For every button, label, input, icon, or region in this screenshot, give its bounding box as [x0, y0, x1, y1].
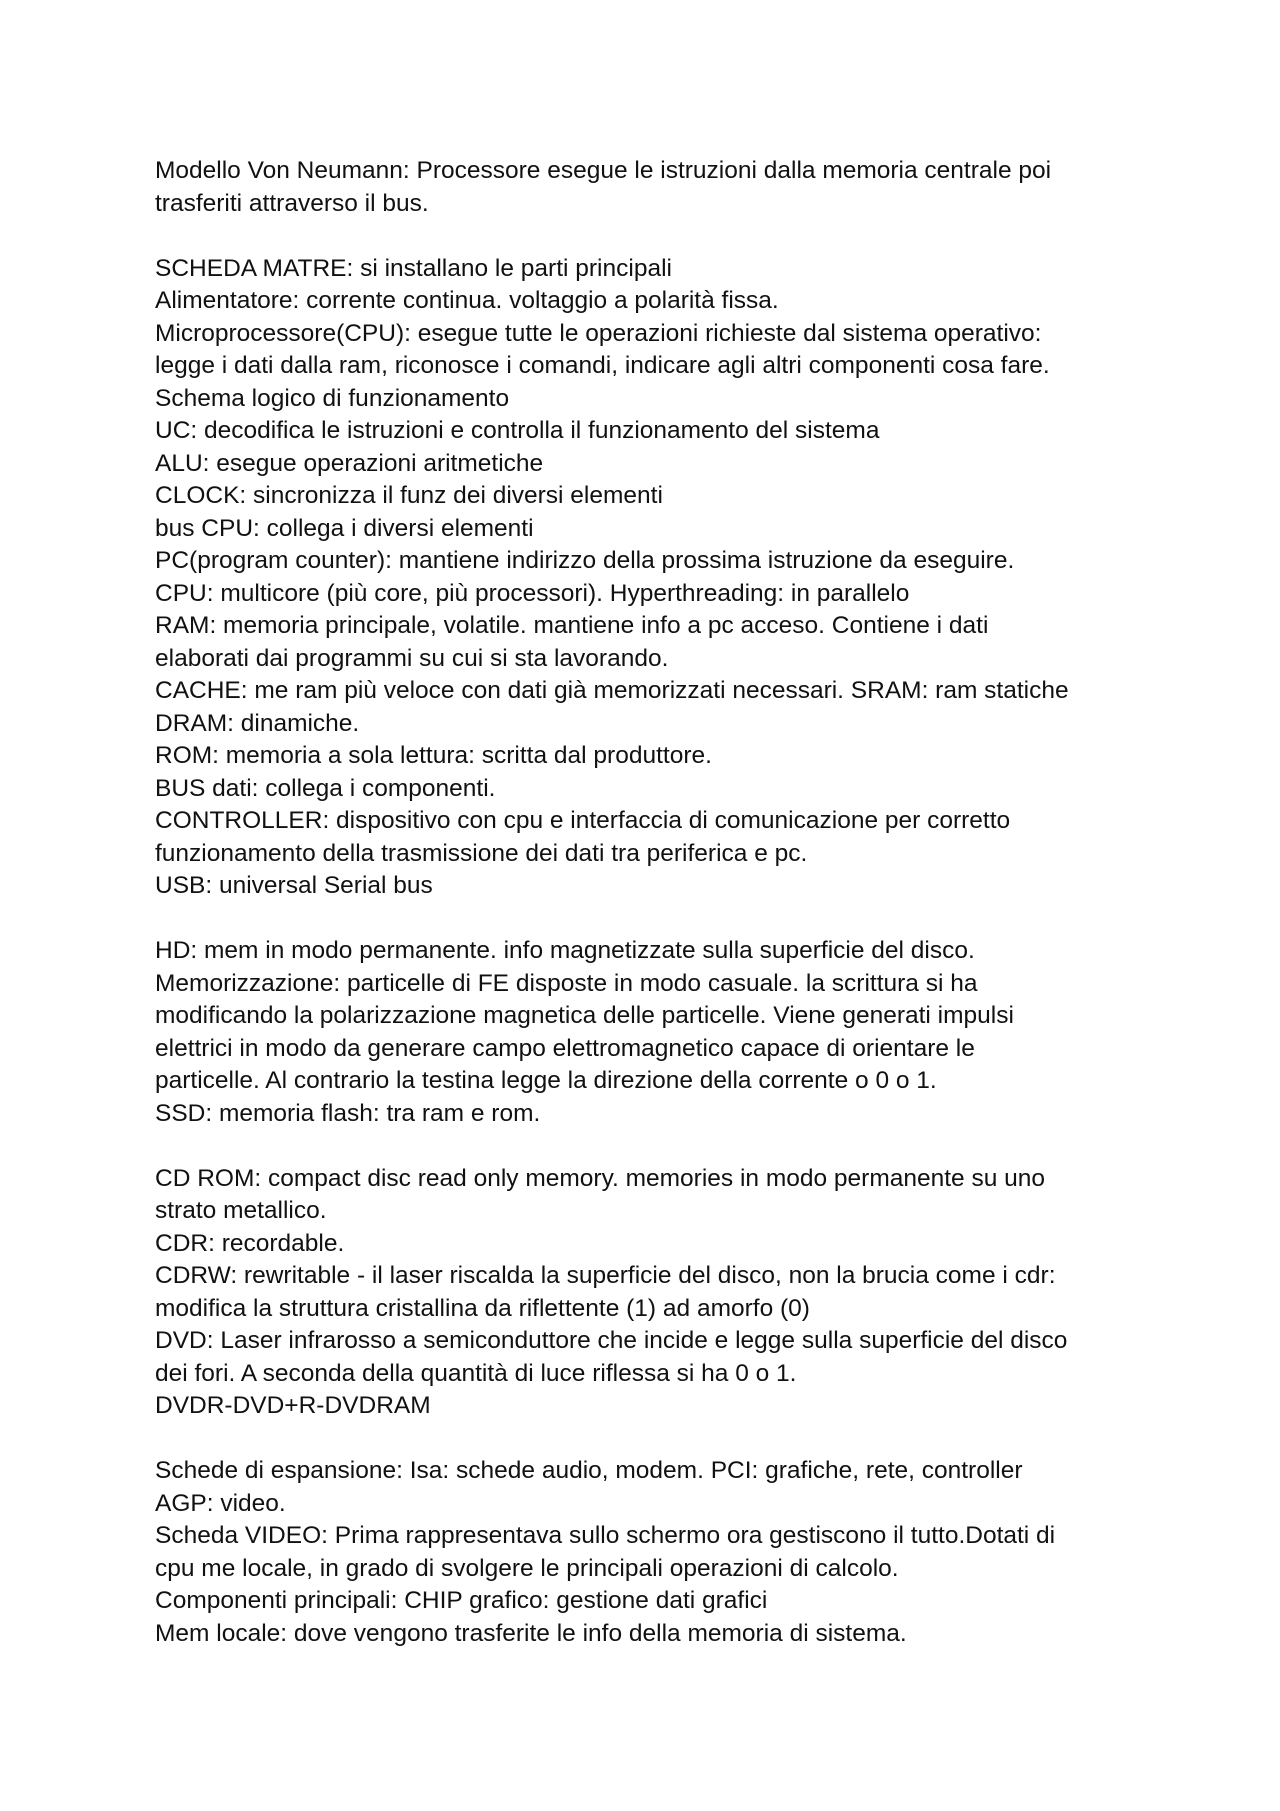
text-line: cpu me locale, in grado di svolgere le principali operazioni di calcolo. [155, 1554, 899, 1582]
text-line: HD: mem in modo permanente. info magnetizzate sulla superficie del disco. [155, 937, 975, 964]
text-line: Componenti principali: CHIP grafico: gestione dati grafici [155, 1587, 768, 1614]
text-line: DRAM: dinamiche. [155, 709, 360, 737]
text-line: modifica la struttura cristallina da riflettente (1) ad amorfo (0) [155, 1294, 810, 1322]
text-line: PC(program counter): mantiene indirizzo della prossima istruzione da eseguire. [155, 547, 1015, 574]
text-line: CDR: recordable. [155, 1229, 345, 1257]
text-line: elettrici in modo da generare campo elettromagnetico capace di orientare le [155, 1034, 975, 1062]
text-line: CACHE: me ram più veloce con dati già memorizzati necessari. SRAM: ram statiche [155, 677, 1069, 704]
text-line: Scheda VIDEO: Prima rappresentava sullo schermo ora gestiscono il tutto.Dotati di [155, 1522, 1056, 1549]
text-line: AGP: video. [155, 1489, 286, 1517]
paragraph-scheda-madre [155, 253, 1155, 903]
text-line: Microprocessore(CPU): esegue tutte le operazioni richieste dal sistema operativo: [155, 319, 1042, 347]
text-line: particelle. Al contrario la testina legge la direzione della corrente o 0 o 1. [155, 1067, 937, 1094]
text-line: CPU: multicore (più core, più processori). Hyperthreading: in parallelo [155, 579, 910, 607]
text-line: Mem locale: dove vengono trasferite le info della memoria di sistema. [155, 1619, 907, 1647]
text-line: Schema logico di funzionamento [155, 384, 510, 412]
text-line: ALU: esegue operazioni aritmetiche [155, 449, 544, 477]
text-line: modificando la polarizzazione magnetica delle particelle. Viene generati impulsi [155, 1002, 1014, 1029]
text-line: DVD: Laser infrarosso a semiconduttore che incide e legge sulla superficie del disco [155, 1327, 1068, 1354]
text-line: BUS dati: collega i componenti. [155, 774, 496, 802]
text-line: ROM: memoria a sola lettura: scritta dal produttore. [155, 742, 712, 769]
document-page [155, 155, 1155, 1650]
paragraph-von-neumann [155, 155, 1155, 220]
paragraph-optical-media [155, 1163, 1155, 1423]
text-line: Memorizzazione: particelle di FE disposte in modo casuale. la scrittura si ha [155, 969, 978, 997]
text-line: elaborati dai programmi su cui si sta lavorando. [155, 644, 669, 672]
text-line: SCHEDA MATRE: si installano le parti principali [155, 254, 672, 282]
text-line: Alimentatore: corrente continua. voltaggio a polarità fissa. [155, 287, 779, 314]
text-line: CLOCK: sincronizza il funz dei diversi elementi [155, 482, 663, 509]
text-line: legge i dati dalla ram, riconosce i comandi, indicare agli altri componenti cosa fare. [155, 352, 1050, 379]
text-line: Modello Von Neumann: Processore esegue le istruzioni dalla memoria centrale poi [155, 157, 1052, 184]
paragraph-hard-disk [155, 935, 1155, 1130]
text-line: CDRW: rewritable - il laser riscalda la superficie del disco, non la brucia come i cdr: [155, 1262, 1056, 1289]
text-line: dei fori. A seconda della quantità di luce riflessa si ha 0 o 1. [155, 1359, 797, 1387]
text-line: Schede di espansione: Isa: schede audio, modem. PCI: grafiche, rete, controller [155, 1457, 1023, 1484]
text-line: SSD: memoria flash: tra ram e rom. [155, 1099, 541, 1127]
text-line: RAM: memoria principale, volatile. mantiene info a pc acceso. Contiene i dati [155, 612, 989, 639]
text-line: CONTROLLER: dispositivo con cpu e interfaccia di comunicazione per corretto [155, 807, 1011, 834]
text-line: trasferiti attraverso il bus. [155, 189, 429, 217]
text-line: DVDR-DVD+R-DVDRAM [155, 1392, 431, 1419]
text-line: CD ROM: compact disc read only memory. memories in modo permanente su uno [155, 1164, 1046, 1192]
text-line: strato metallico. [155, 1197, 327, 1224]
text-line: UC: decodifica le istruzioni e controlla il funzionamento del sistema [155, 417, 880, 444]
text-line: bus CPU: collega i diversi elementi [155, 514, 534, 542]
paragraph-expansion-cards [155, 1455, 1155, 1650]
text-line: funzionamento della trasmissione dei dati tra periferica e pc. [155, 839, 808, 867]
text-line: USB: universal Serial bus [155, 872, 433, 899]
